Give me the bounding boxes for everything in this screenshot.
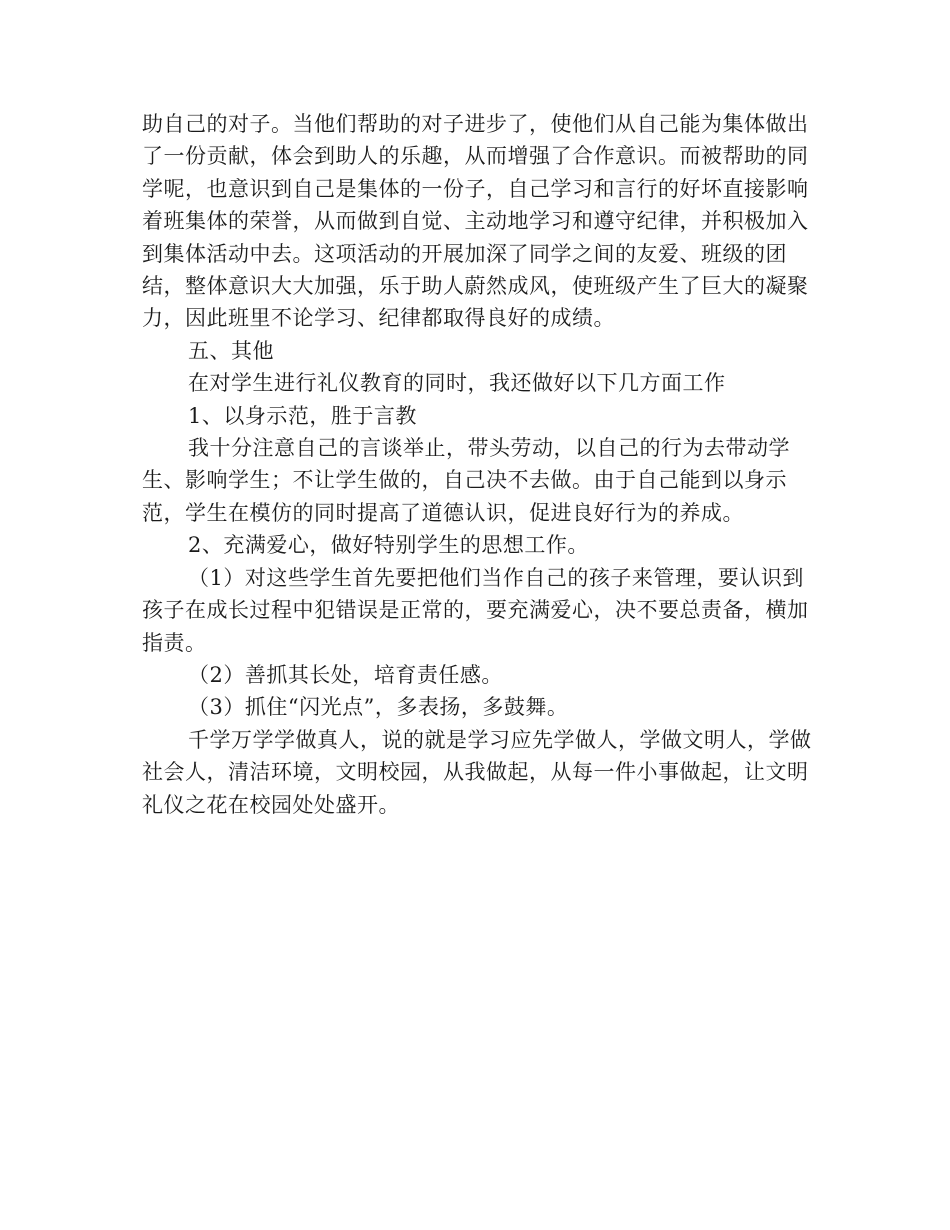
paragraph-conclusion: 千学万学学做真人，说的就是学习应先学做人，学做文明人，学做社会人，清洁环境，文明校园，从我做起，从每一件小事做起，让文明礼仪之花在校园处处盛开。 [142,727,812,817]
paragraph-intro: 在对学生进行礼仪教育的同时，我还做好以下几方面工作 [188,371,726,396]
list-item-1: （1）对这些学生首先要把他们当作自己的孩子来管理，要认识到孩子在成长过程中犯错误是正常的，要充满爱心，决不要总责备，横加指责。 [142,565,809,655]
subheading-lead-by-example: 1、以身示范，胜于言教 [188,403,417,428]
list-item-3: （3）抓住“闪光点”，多表扬，多鼓舞。 [188,695,569,720]
paragraph-continuation: 助自己的对子。当他们帮助的对子进步了，使他们从自己能为集体做出了一份贡献，体会到助人的乐趣，从而增强了合作意识。而被帮助的同学呢，也意识到自己是集体的一份子，自己学习和言行的好坏直接影响着班集体的荣誉，从而做到自觉、主动地学习和遵守纪律，并积极加入到集体活动中去。这项活动的开展加深了同学之间的友爱、班级的团结，整体意识大大加强，乐于助人蔚然成风，使班级产生了巨大的凝聚力，因此班里不论学习、纪律都取得良好的成绩。 [142,112,809,331]
subheading-care: 2、充满爱心，做好特别学生的思想工作。 [188,533,589,558]
document-body [142,108,822,821]
paragraph-lead-by-example: 我十分注意自己的言谈举止，带头劳动，以自己的行为去带动学生、影响学生；不让学生做的，自己决不去做。由于自己能到以身示范，学生在模仿的同时提高了道德认识，促进良好行为的养成。 [142,436,790,525]
list-item-2: （2）善抓其长处，培育责任感。 [188,662,503,687]
section-heading-other: 五、其他 [188,338,274,363]
